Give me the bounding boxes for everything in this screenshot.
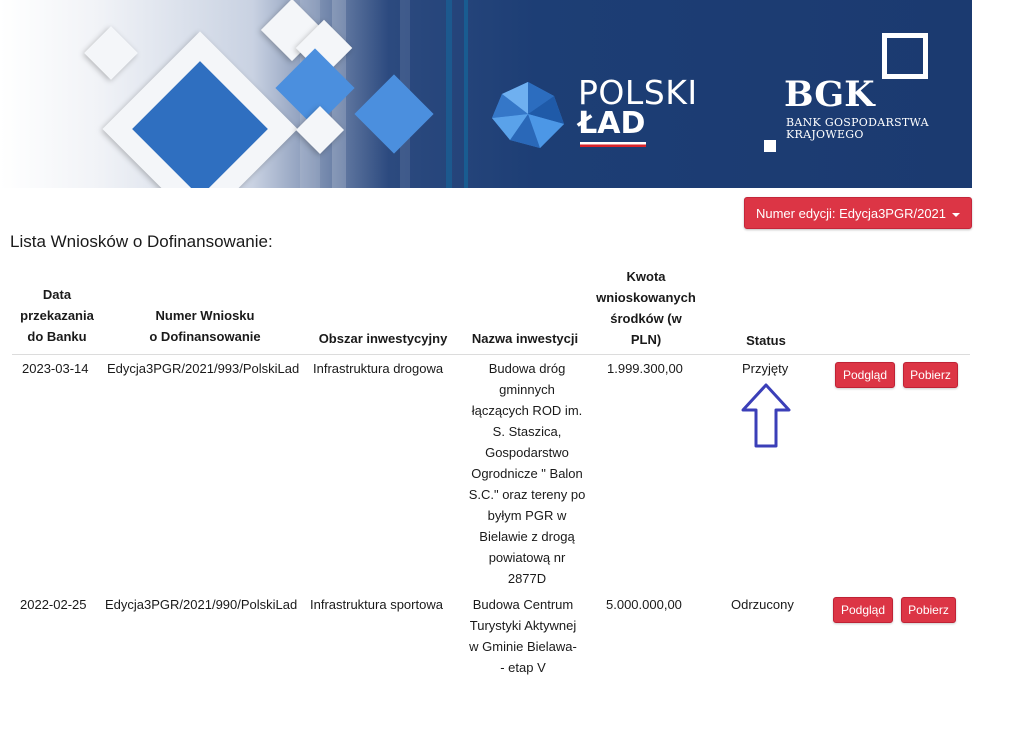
- name-line: Gospodarstwo: [485, 445, 569, 460]
- download-button[interactable]: Pobierz: [903, 362, 958, 388]
- header-line: o Dofinansowanie: [149, 329, 261, 344]
- header-line: Obszar inwestycyjny: [318, 331, 448, 346]
- header-divider: [12, 354, 970, 355]
- name-line: - etap V: [500, 660, 546, 675]
- flag-underline: [580, 142, 646, 147]
- header-line: przekazania: [20, 308, 94, 323]
- name-line: Turystyki Aktywnej: [469, 618, 577, 633]
- cell-number: Edycja3PGR/2021/990/PolskiLad: [105, 597, 298, 612]
- cell-area: Infrastruktura sportowa: [310, 597, 443, 612]
- name-line: w Gminie Bielawa-: [469, 639, 577, 654]
- page-title: Lista Wniosków o Dofinansowanie:: [10, 232, 273, 251]
- header-line: wnioskowanych: [596, 290, 696, 305]
- cell-date: 2022-02-25: [20, 597, 87, 612]
- column-header-name: [460, 328, 590, 349]
- header-line: Kwota: [626, 269, 666, 284]
- square-outline-icon: [882, 33, 928, 79]
- bgk-dot: [764, 140, 776, 152]
- header-line: PLN): [630, 332, 662, 347]
- cell-amount: 1.999.300,00: [607, 361, 683, 376]
- header-banner: [0, 0, 972, 188]
- edition-dropdown-button[interactable]: [744, 197, 972, 229]
- cell-status: Przyjęty: [742, 361, 789, 376]
- up-arrow-outline-icon: [740, 382, 792, 450]
- brand-polski-text: POLSKI: [578, 73, 698, 112]
- column-header-area: [308, 328, 458, 349]
- cell-name: [462, 358, 592, 589]
- header-line: Nazwa inwestycji: [471, 331, 579, 346]
- name-line: łączących ROD im.: [471, 403, 583, 418]
- name-line: 2877D: [507, 571, 547, 586]
- header-line: środków (w: [610, 311, 682, 326]
- banner-stripe: [446, 0, 452, 188]
- cell-name: [458, 594, 588, 678]
- column-header-date: [12, 284, 102, 347]
- header-line: do Banku: [27, 329, 87, 344]
- view-button[interactable]: Podgląd: [835, 362, 895, 388]
- cell-area: Infrastruktura drogowa: [313, 361, 444, 376]
- name-line: Ogrodnicze " Balon: [471, 466, 583, 481]
- header-line: Data: [42, 287, 72, 302]
- bgk-full-name-line: KRAJOWEGO: [786, 128, 864, 141]
- column-header-amount: [590, 266, 702, 350]
- banner-stripe: [464, 0, 468, 188]
- decor-diamond: [84, 26, 138, 80]
- header-line: Status: [746, 333, 786, 348]
- name-line: byłym PGR w: [487, 508, 567, 523]
- brand-lad-text: ŁAD: [578, 106, 646, 141]
- cell-date: 2023-03-14: [22, 361, 89, 376]
- bgk-logo-text: BGK: [784, 74, 875, 115]
- name-line: powiatową nr: [488, 550, 566, 565]
- column-header-status: [726, 330, 806, 351]
- header-line: Numer Wniosku: [155, 308, 255, 323]
- cell-number: Edycja3PGR/2021/993/PolskiLad: [107, 361, 300, 376]
- faceted-gem-icon: [488, 80, 568, 150]
- edition-dropdown-label: Numer edycji: Edycja3PGR/2021: [755, 206, 947, 221]
- column-header-number: [120, 305, 290, 347]
- name-line: Bielawie z drogą: [479, 529, 575, 544]
- bgk-full-name-line: BANK GOSPODARSTWA: [786, 116, 929, 129]
- name-line: gminnych: [499, 382, 555, 397]
- view-button[interactable]: Podgląd: [833, 597, 893, 623]
- bgk-full-name: [786, 117, 929, 141]
- cell-amount: 5.000.000,00: [606, 597, 682, 612]
- name-line: S.C." oraz tereny po: [468, 487, 586, 502]
- name-line: Budowa Centrum: [472, 597, 574, 612]
- name-line: S. Staszica,: [492, 424, 562, 439]
- cell-status: Odrzucony: [731, 597, 794, 612]
- caret-down-icon: [952, 213, 960, 217]
- decor-diamond: [354, 74, 433, 153]
- download-button[interactable]: Pobierz: [901, 597, 956, 623]
- name-line: Budowa dróg: [488, 361, 566, 376]
